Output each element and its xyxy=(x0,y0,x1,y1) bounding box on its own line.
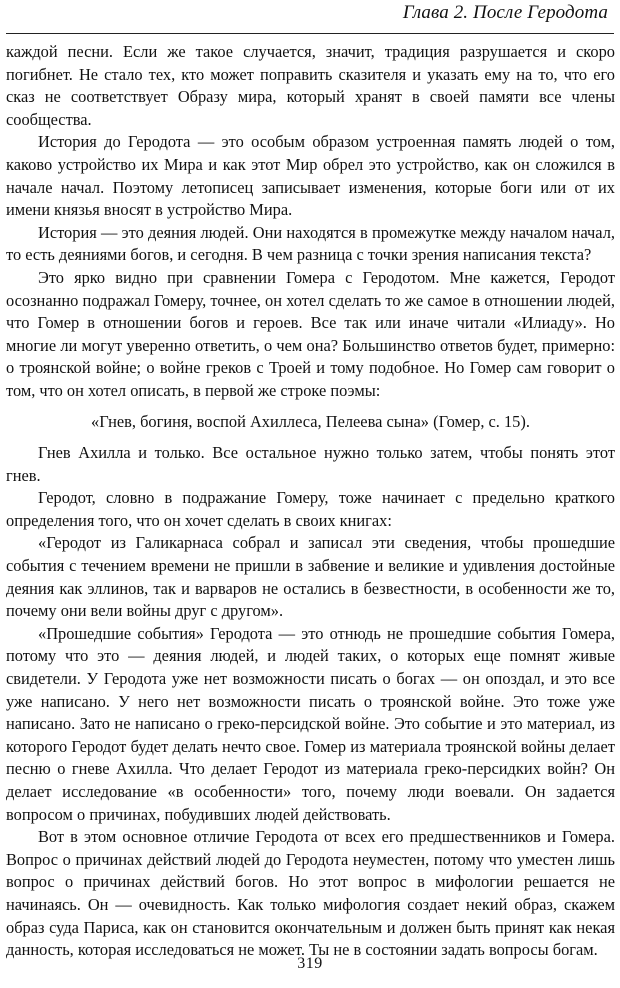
paragraph-3: История — это деяния людей. Они находятся в промежутке между началом начал, то есть деяниями богов, и сегодня. В чем разница с точки зрения написания текста? xyxy=(6,222,615,265)
paragraph-10: Вот в этом основное отличие Геродота от всех его предшественников и Гомера. Вопрос о причинах действий людей до Геродота неуместен, потому что уместен лишь вопрос о причинах действий богов. Но этот вопрос в мифологии решается не начинаясь. Он — очевидность. Как только мифология создает некий образ, скажем образ суда Париса, как он становится окончательным и должен быть принят как некая данность, которая исследоваться не может. Ты не в состоянии задать вопросы богам. xyxy=(6,827,615,960)
header-rule xyxy=(6,33,614,34)
paragraph-2: История до Геродота — это особым образом устроенная память людей о том, каково устройство их Мира и как этот Мир обрел это устройство, как он сложился в начале начал. Поэтому летописец записывает изменения, которые боги или от их имени князья вносят в устройство Мира. xyxy=(6,132,615,220)
paragraph-4: Это ярко видно при сравнении Гомера с Геродотом. Мне кажется, Геродот осознанно подражал Гомеру, точнее, он хотел сделать то же самое в отношении людей, что Гомер в отношении богов и героев. Все так или иначе читали «Илиаду». Но многие ли могут уверенно ответить, о чем она? Большинство ответов будет, примерно: о троянской войне; о войне греков с Троей и тому подобное. Но Гомер сам говорит о том, что он хотел описать, в первой же строке поэмы: xyxy=(6,267,615,400)
homer-quote: «Гнев, богиня, воспой Ахиллеса, Пелеева сына» (Гомер, с. 15). xyxy=(91,411,530,431)
paragraph-8: «Геродот из Галикарнаса собрал и записал эти сведения, чтобы прошедшие события с течением времени не пришли в забвение и великие и удивления достойные деяния как эллинов, так и варваров не остались в безвестности, в особенности же то, почему они вели войны друг с другом». xyxy=(6,533,615,621)
paragraph-7: Геродот, словно в подражание Гомеру, тоже начинает с предельно краткого определения того, что он хочет сделать в своих книгах: xyxy=(6,488,615,530)
running-title: Глава 2. После Геродота xyxy=(402,2,608,23)
paragraph-1: каждой песни. Если же такое случается, значит, традиция разрушается и скоро погибнет. Не стало тех, кто может поправить сказителя и указать ему на то, что его сказ не соответствует Образу мира, который хранят в своей памяти все члены сообщества. xyxy=(6,42,615,129)
paragraph-9: «Прошедшие события» Геродота — это отнюдь не прошедшие события Гомера, потому что это — деяния людей, и людей таких, о которых еще помнят живые свидетели. У Геродота уже нет возможности писать о богах — он опоздал, и это все уже написано. У него нет возможности писать о троянской войне. Это тоже уже написано. Зато не написано о греко-персидской войне. Это событие и это материал, из которого Геродот будет делать нечто свое. Гомер из материала троянской войны делает песню о гневе Ахилла. Что делает Геродот из материала греко-персидких войн? Он делает исследование «в особенности» того, почему люди воевали. Он задается вопросом о причинах, побудивших людей действовать. xyxy=(6,623,615,824)
body-text xyxy=(6,41,615,962)
paragraph-6: Гнев Ахилла и только. Все остальное нужно только затем, чтобы понять этот гнев. xyxy=(6,443,615,485)
page-number: 319 xyxy=(297,955,323,972)
